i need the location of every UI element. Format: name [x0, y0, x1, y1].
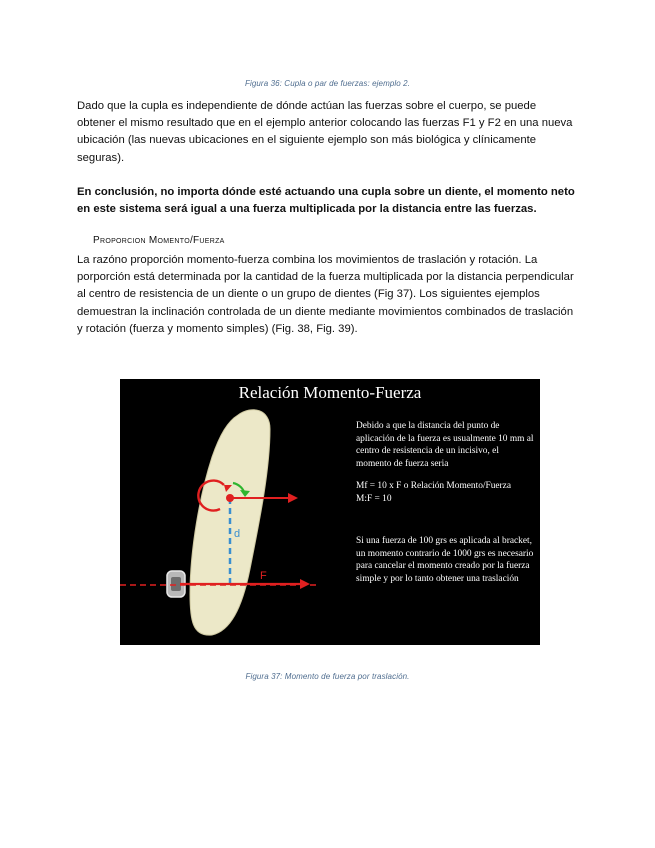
center-force-arrow-icon — [288, 493, 298, 503]
figure-37 — [120, 379, 540, 645]
section-heading: Proporcion Momento/Fuerza — [93, 235, 225, 246]
distance-label: d — [234, 528, 241, 540]
center-of-resistance-dot — [226, 494, 234, 502]
paragraph-cupla: Dado que la cupla es independiente de dónde actúan las fuerzas sobre el cuerpo, se puede obtener el mismo resultado que en el ejemplo anterior colocando las fuerzas F1 y F2 en una nueva ubicación (las nuevas ubicaciones en el siguiente ejemplo son más biológica y clínicamente seguras). — [77, 100, 573, 164]
figure-text-distance: Debido a que la distancia del punto de aplicación de la fuerza es usualmente 10 mm al centro de resistencia de un incisivo, el momento de fuerza seria — [356, 421, 534, 469]
figure-text-formula-1: Mf = 10 x F o Relación Momento/Fuerza — [356, 481, 512, 491]
force-arrow-icon — [300, 579, 310, 589]
force-label: F — [260, 570, 267, 582]
figure-illustration — [120, 379, 540, 645]
figure-title: Relación Momento-Fuerza — [238, 383, 422, 402]
paragraph-momento-fuerza: La razóno proporción momento-fuerza combina los movimientos de traslación y rotación. La porporción está determinada por la cantidad de la fuerza multiplicada por la distancia perpendicular al centro de resistencia de un diente o un grupo de dientes (Fig 37). Los siguientes ejemplos demuestran la inclinación controlada de un diente mediante movimientos combinados de traslación y rotación (fuerza y momento simples) (Fig. 38, Fig. 39). — [77, 254, 574, 335]
paragraph-conclusion: En conclusión, no importa dónde esté actuando una cupla sobre un diente, el momento neto en este sistema será igual a una fuerza multiplicada por la distancia entre las fuerzas. — [77, 186, 575, 216]
figure-text-formula-2: M:F = 10 — [356, 494, 392, 504]
figure-36-caption: Figura 36: Cupla o par de fuerzas: ejemplo 2. — [244, 79, 411, 88]
figure-text-example: Si una fuerza de 100 grs es aplicada al bracket, un momento contrario de 1000 grs es necesario para cancelar el momento creado por la fuerza simple y por lo tanto obtener una traslación — [356, 536, 534, 584]
figure-37-caption: Figura 37: Momento de fuerza por traslación. — [245, 672, 410, 681]
